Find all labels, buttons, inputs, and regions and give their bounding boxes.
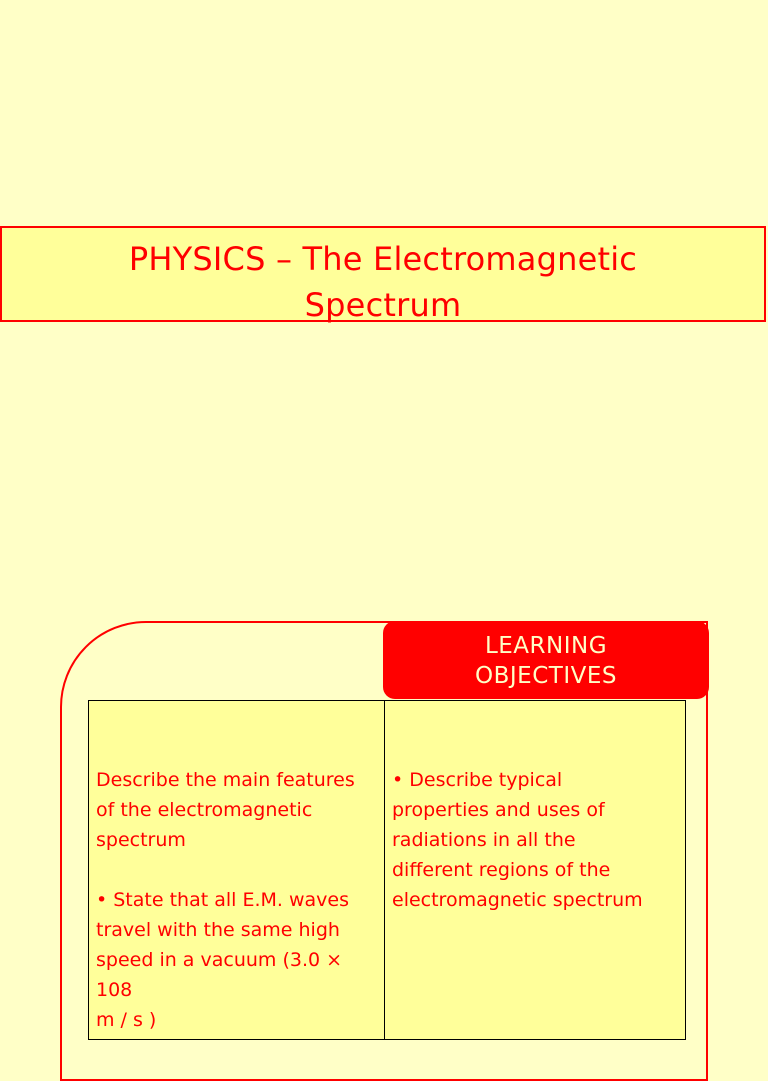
objectives-right-text: • Describe typical properties and uses of radiations in all the different regions of the electromagnetic spectrum bbox=[392, 769, 643, 911]
table-column-divider bbox=[384, 701, 385, 1039]
objectives-left-text: Describe the main features of the electromagnetic spectrum • State that all E.M. waves travel with the same high speed in a vacuum (3.0 × 108 m / s ) bbox=[96, 769, 355, 1031]
title-banner bbox=[0, 226, 766, 322]
slide-title: PHYSICS – The Electromagnetic Spectrum bbox=[128, 240, 638, 324]
learning-objectives-badge bbox=[383, 621, 709, 699]
objectives-table bbox=[88, 700, 686, 1040]
learning-objectives-label: LEARNING OBJECTIVES bbox=[475, 633, 617, 689]
